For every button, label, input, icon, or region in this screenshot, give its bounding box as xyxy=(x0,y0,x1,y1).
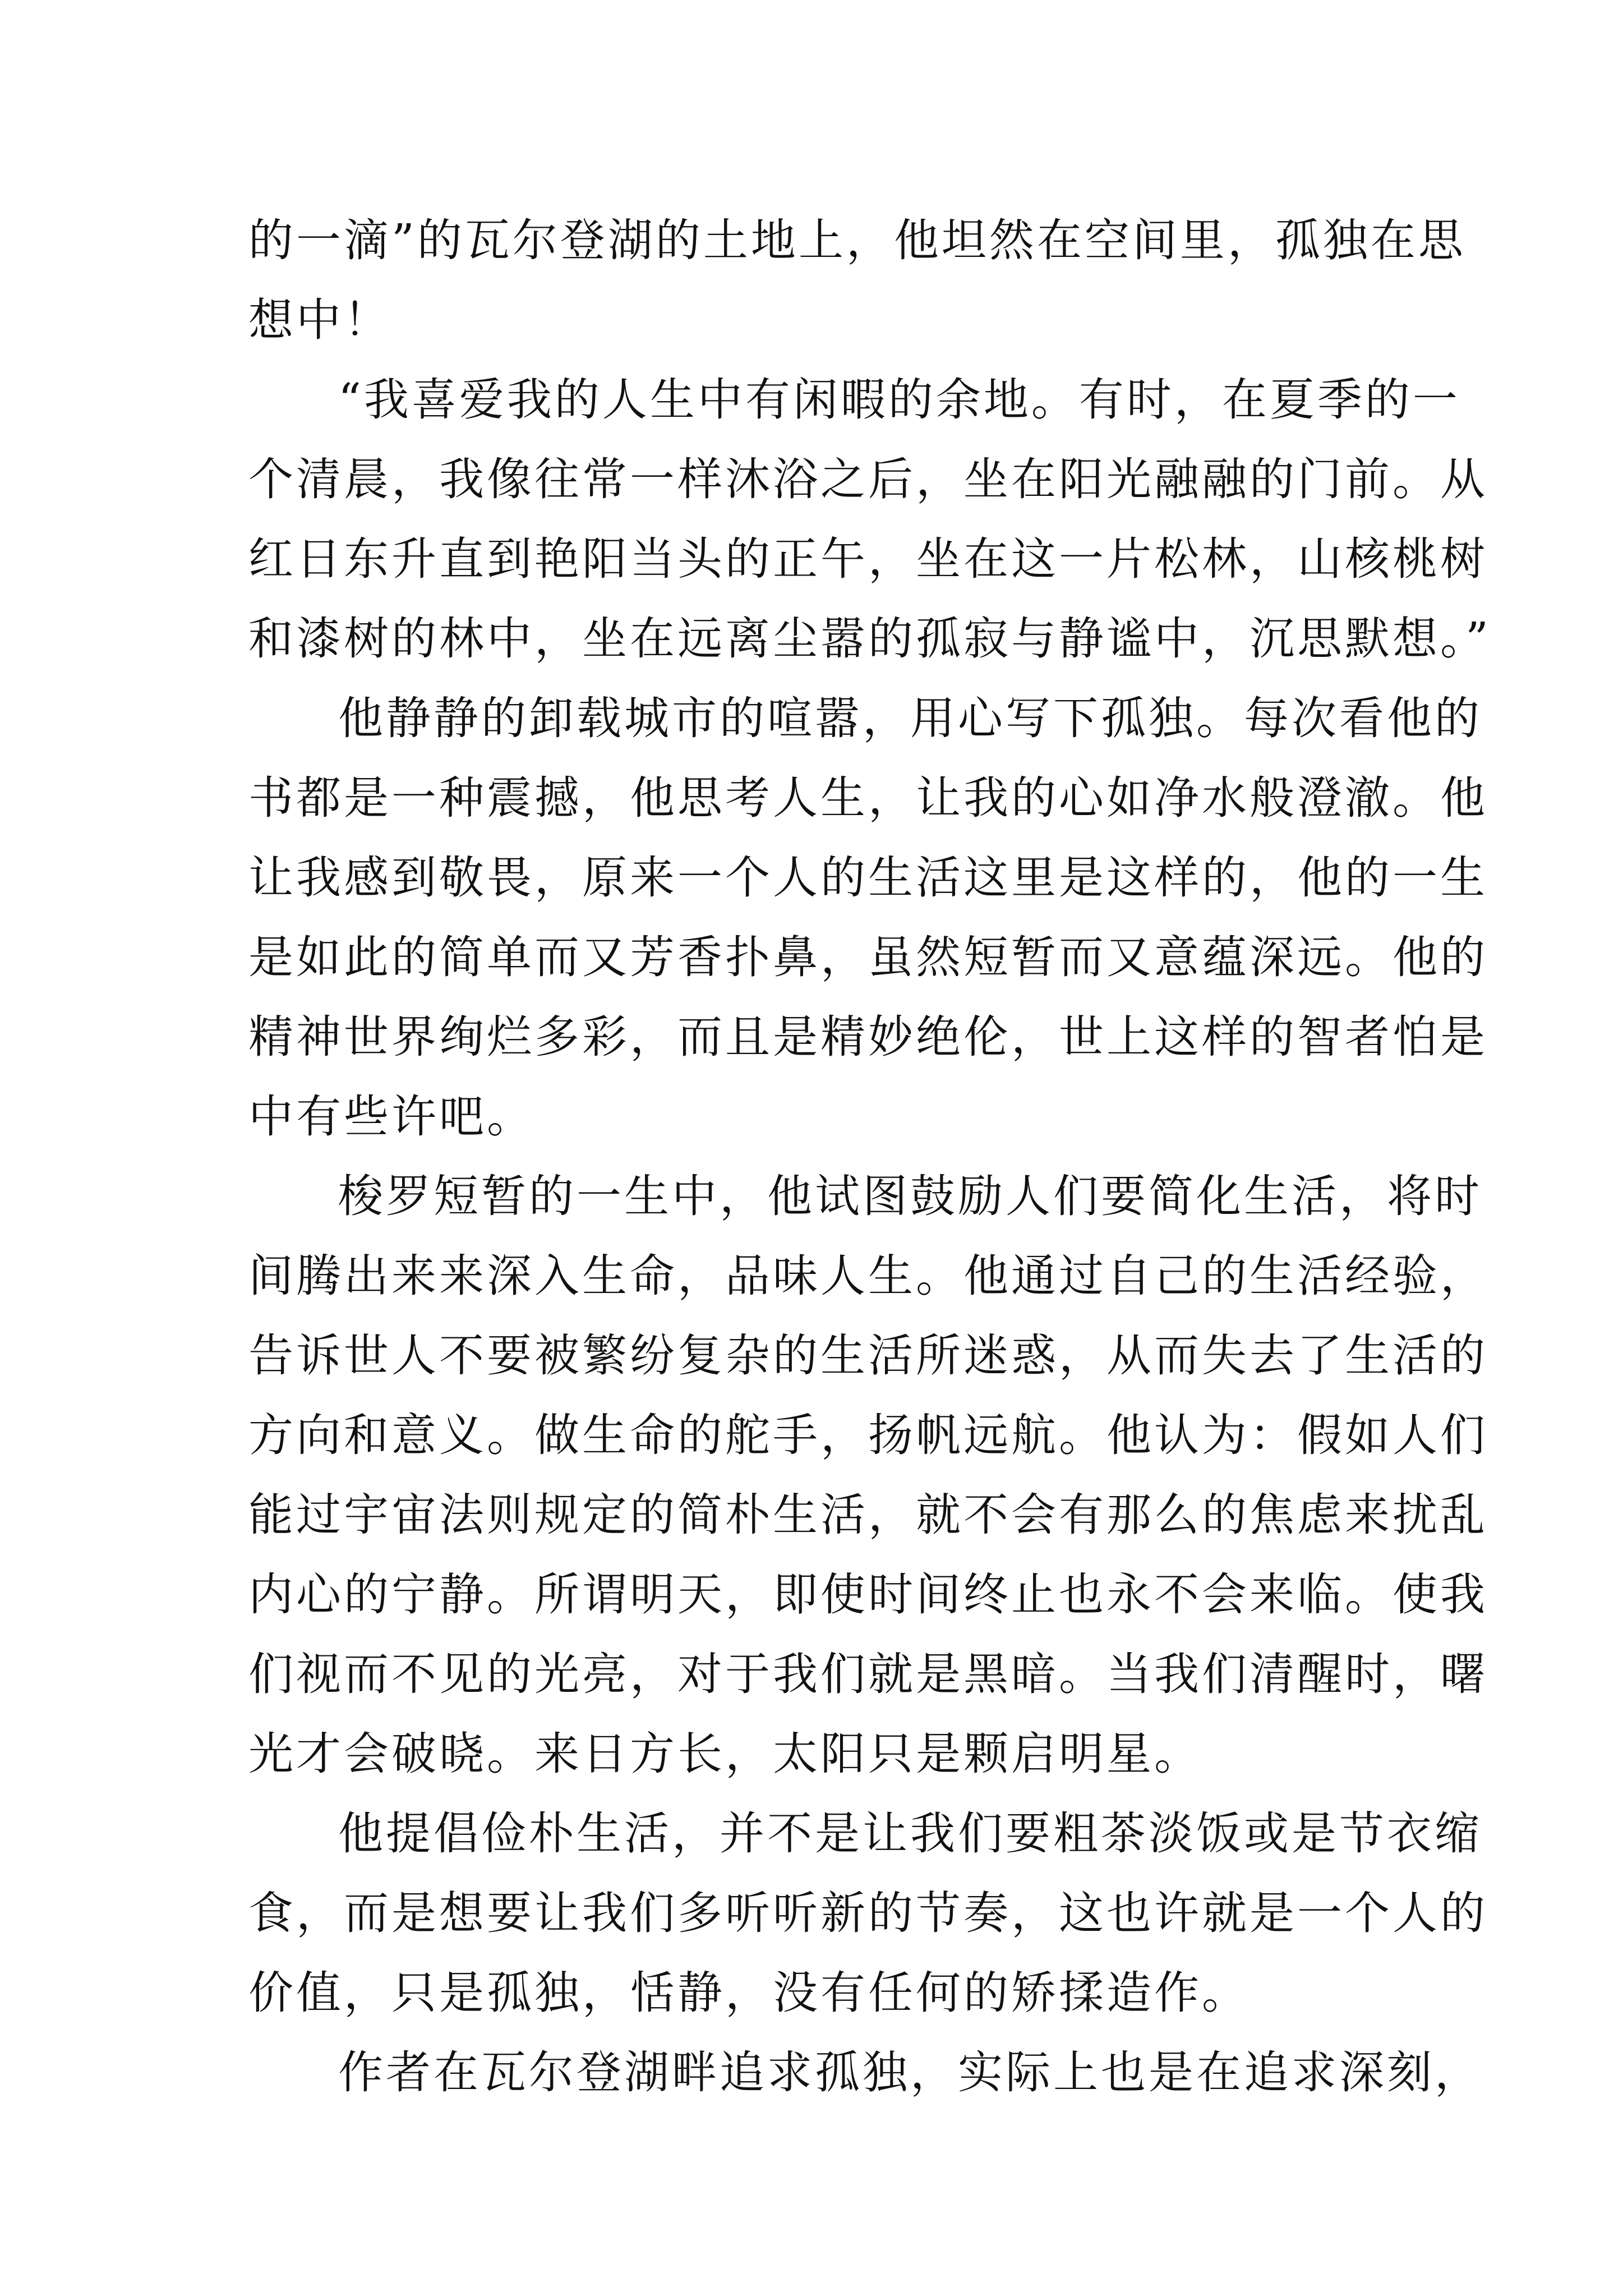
text-line: 们视而不见的光亮，对于我们就是黑暗。当我们清醒时，曙 xyxy=(248,1648,1488,1700)
paragraph-3 xyxy=(248,679,1488,1157)
text-line: 光才会破晓。来日方长，太阳只是颗启明星。 xyxy=(248,1728,1202,1780)
text-line: 能过宇宙法则规定的简朴生活，就不会有那么的焦虑来扰乱 xyxy=(248,1489,1488,1541)
body-text xyxy=(248,201,1491,2113)
paragraph-5 xyxy=(248,1794,1488,2033)
text-line: 作者在瓦尔登湖畔追求孤独，实际上也是在追求深刻， xyxy=(338,2046,1482,2099)
paragraph-2 xyxy=(248,360,1491,679)
text-line: 梭罗短暂的一生中，他试图鼓励人们要简化生活，将时 xyxy=(338,1170,1482,1222)
text-line: 他提倡俭朴生活，并不是让我们要粗茶淡饭或是节衣缩 xyxy=(338,1807,1482,1860)
text-line: 他静静的卸载城市的喧嚣，用心写下孤独。每次看他的 xyxy=(338,692,1482,744)
text-line: 方向和意义。做生命的舵手，扬帆远航。他认为：假如人们 xyxy=(248,1409,1488,1461)
text-line: 的一滴”的瓦尔登湖的土地上，他坦然在空间里，孤独在思 xyxy=(248,214,1466,266)
text-line: 精神世界绚烂多彩，而且是精妙绝伦，世上这样的智者怕是 xyxy=(248,1011,1488,1063)
paragraph-6 xyxy=(248,2033,1482,2113)
text-line: 内心的宁静。所谓明天，即使时间终止也永不会来临。使我 xyxy=(248,1568,1488,1621)
text-line: 是如此的简单而又芳香扑鼻，虽然短暂而又意蕴深远。他的 xyxy=(248,931,1488,983)
text-line: 告诉世人不要被繁纷复杂的生活所迷惑，从而失去了生活的 xyxy=(248,1329,1488,1382)
text-line: 中有些许吧。 xyxy=(248,1091,534,1143)
text-line: 价值，只是孤独，恬静，没有任何的矫揉造作。 xyxy=(248,1967,1249,2019)
text-line: 个清晨，我像往常一样沐浴之后，坐在阳光融融的门前。从 xyxy=(248,453,1488,505)
text-line: 想中！ xyxy=(248,294,391,346)
text-line: 间腾出来来深入生命，品味人生。他通过自己的生活经验， xyxy=(248,1250,1488,1302)
text-line: 食，而是想要让我们多听听新的节奏，这也许就是一个人的 xyxy=(248,1887,1488,1939)
text-line: “我喜爱我的人生中有闲暇的余地。有时，在夏季的一 xyxy=(338,374,1460,426)
paragraph-1 xyxy=(248,201,1466,360)
text-line: 和漆树的林中，坐在远离尘嚣的孤寂与静谧中，沉思默想。” xyxy=(248,613,1491,665)
paragraph-4 xyxy=(248,1157,1488,1794)
text-line: 让我感到敬畏，原来一个人的生活这里是这样的，他的一生 xyxy=(248,852,1488,904)
text-line: 红日东升直到艳阳当头的正午，坐在这一片松林，山核桃树 xyxy=(248,533,1488,585)
text-line: 书都是一种震撼，他思考人生，让我的心如净水般澄澈。他 xyxy=(248,772,1488,824)
